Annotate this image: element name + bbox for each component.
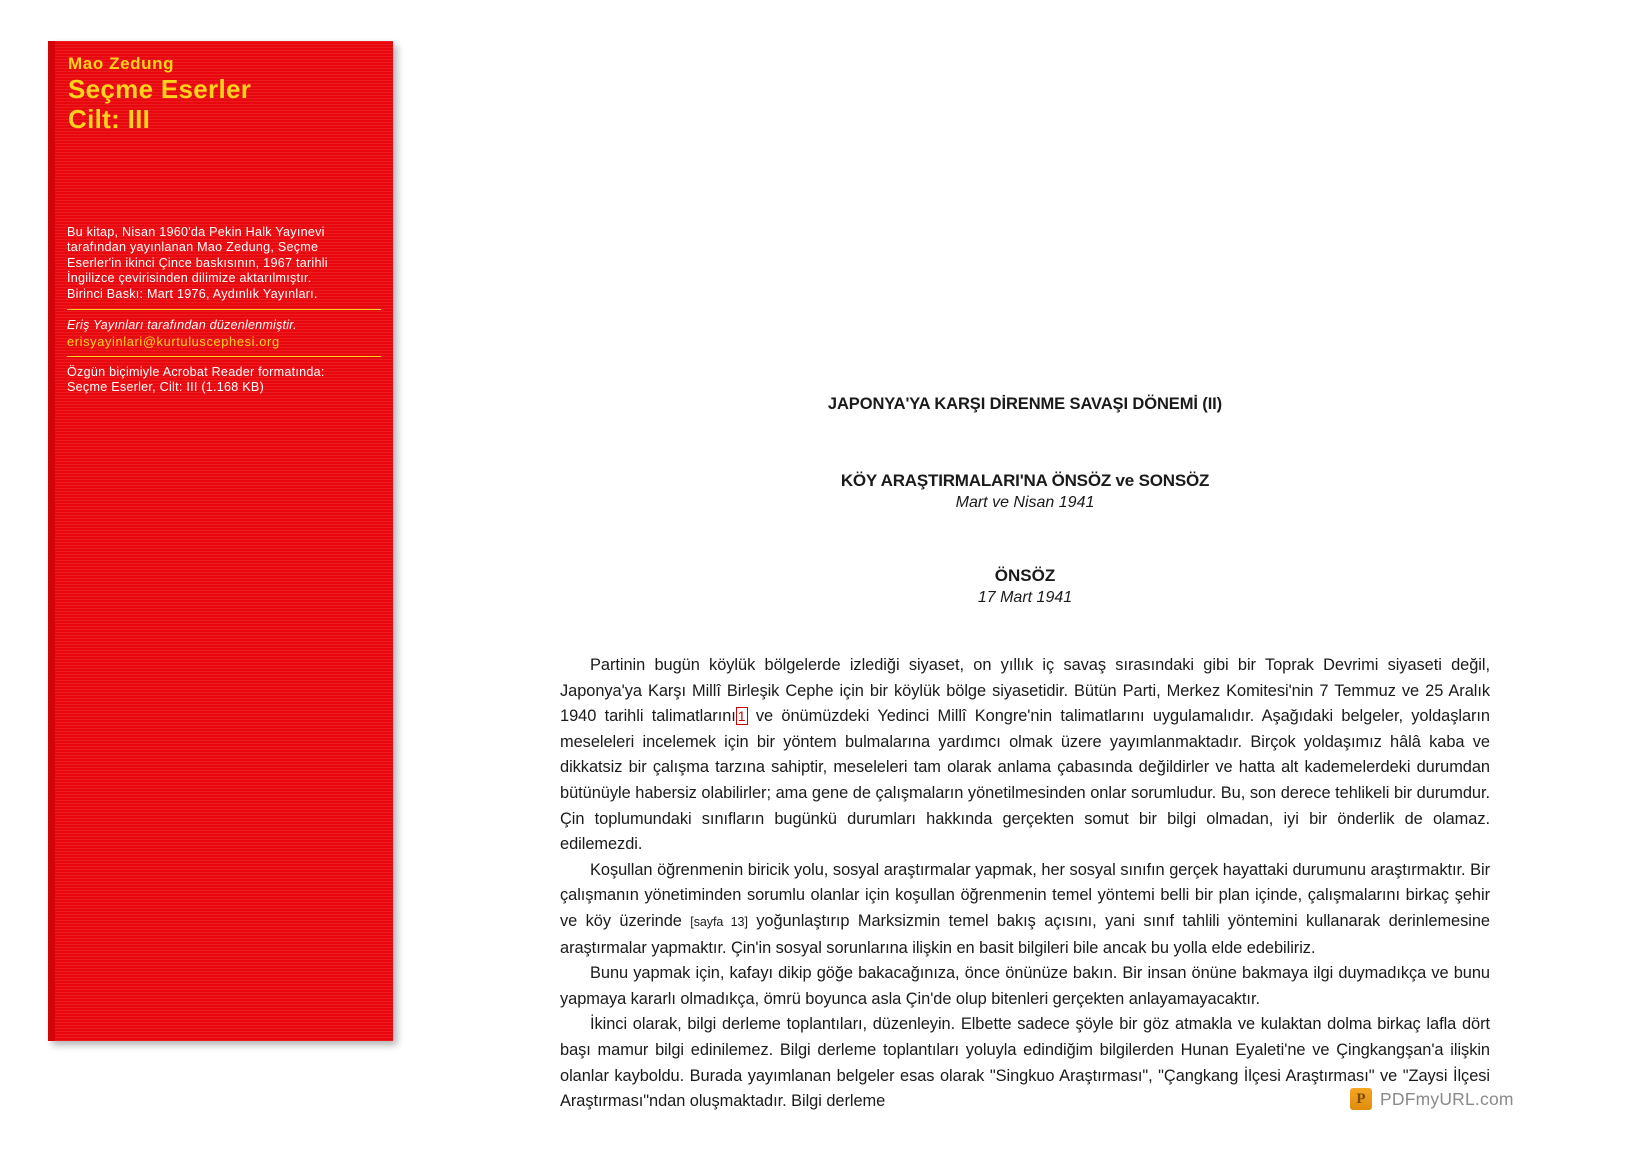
chapter-title: JAPONYA'YA KARŞI DİRENME SAVAŞI DÖNEMİ (II) — [827, 395, 1223, 413]
pdfmyurl-label: PDFmyURL.com — [1380, 1088, 1514, 1109]
paragraph-1 — [560, 653, 1490, 858]
cover-note-block — [67, 225, 381, 396]
footnote-reference-1[interactable]: 1 — [737, 708, 746, 725]
paragraph-2-part-a: Koşullan öğrenmenin biricik yolu, sosyal araştırmalar yapmak, her sosyal sınıfın gerçek hayattaki durumunu araştırmaktır. Bir çalışmanın yönetiminden sorumlu olanlar için koşullan öğrenmenin temel yöntemi belli bir plan içinde, çalışmalarını birkaç şehir ve köy üzerinde — [560, 860, 1490, 930]
cover-publisher-note: Eriş Yayınları tarafından düzenlenmiştir. — [67, 318, 297, 333]
cover-note-line: Birinci Baskı: Mart 1976, Aydınlık Yayınları. — [67, 286, 318, 301]
cover-note-line: Eserler'in ikinci Çince baskısının, 1967 tarihli — [67, 255, 328, 270]
pdfmyurl-watermark[interactable] — [1350, 1088, 1514, 1110]
paragraph-4: İkinci olarak, bilgi derleme toplantıları, düzenleyin. Elbette sadece şöyle bir göz atmakla ve kulaktan dolma birkaç lafla dört başı mamur bilgi edinilemez. Bilgi derleme toplantıları yoluyla edindiğim bilgilerden Hunan Eyaleti'ne ve Çingkangşan'a ilişkin olanlar kayboldu. Burada yayımlanan belgeler esas olarak "Singkuo Araştırması", "Çangkang İlçesi Araştırması" ve "Zaysi İlçesi Araştırması"ndan oluşmaktadır. Bilgi derleme — [560, 1015, 1490, 1111]
preface-date: 17 Mart 1941 — [977, 589, 1073, 606]
paragraph-1-part-a: Partinin bugün köylük bölgelerde izlediği siyaset, on yıllık iç savaş sırasındaki gibi bir Toprak Devrimi siyaseti değil, Japonya'ya Karşı Millî Birleşik Cephe için bir köylük bölge siyasetidir. Bütün Parti, Merkez Komitesi'nin 7 Temmuz ve 25 Aralık 1940 tarihli talimatlarını — [560, 656, 1490, 726]
document-page — [560, 395, 1490, 1115]
cover-divider — [67, 309, 381, 310]
document-body — [560, 653, 1490, 1115]
cover-note-line: İngilizce çevirisinden dilimize aktarılmıştır. — [67, 271, 312, 286]
cover-acrobat-line: Özgün biçimiyle Acrobat Reader formatında: — [67, 365, 325, 380]
cover-title: Seçme Eserler — [68, 74, 252, 104]
paragraph-2-part-b: yoğunlaştırıp Marksizmin temel bakış açısını, yani sınıf tahlili yöntemini kullanarak derinlemesine araştırmalar yapmaktır. Çin'in sosyal sorunlarına ilişkin en basit bilgileri bile ancak bu yolla elde edebiliriz. — [560, 911, 1490, 957]
section-title: KÖY ARAŞTIRMALARI'NA ÖNSÖZ ve SONSÖZ — [840, 471, 1210, 490]
cover-acrobat-line: Seçme Eserler, Cilt: III (1.168 KB) — [67, 380, 265, 395]
cover-author: Mao Zedung — [68, 54, 175, 73]
section-date: Mart ve Nisan 1941 — [955, 494, 1095, 511]
cover-divider — [67, 356, 381, 357]
preface-title: ÖNSÖZ — [994, 566, 1056, 585]
cover-email-link[interactable]: erisyayinlari@kurtuluscephesi.org — [67, 334, 280, 350]
cover-volume: Cilt: III — [68, 104, 151, 134]
book-cover-panel — [48, 41, 393, 1041]
paragraph-3: Bunu yapmak için, kafayı dikip göğe bakacağınıza, önce önünüze bakın. Bir insan önüne bakmaya ilgi duymadıkça ve bunu yapmaya kararlı olmadıkça, ömrü boyunca asla Çin'de olup bitenleri gerçekten anlayamayacaktır. — [560, 964, 1490, 1008]
cover-note-line: Bu kitap, Nisan 1960'da Pekin Halk Yayınevi — [67, 225, 325, 239]
cover-note-line: tarafından yayınlanan Mao Zedung, Seçme — [67, 240, 319, 255]
paragraph-2 — [560, 858, 1490, 961]
page-marker: [sayfa 13] — [690, 914, 748, 929]
pdfmyurl-logo-icon: P — [1350, 1088, 1372, 1110]
paragraph-1-part-b: ve önümüzdeki Yedinci Millî Kongre'nin talimatlarını uygulamalıdır. Aşağıdaki belgeler, yoldaşların meseleleri incelemek için bir yöntem bulmalarına yardımcı olmak üzere yayımlanmaktadır. Birçok yoldaşımız hâlâ kaba ve dikkatsiz bir çalışma tarzına sahiptir, meseleleri tam olarak anlama çabasında değildirler ve hatta alt kademelerdeki durumdan bütünüyle habersiz olabilirler; ama gene de çalışmaların yönetilmesinden onlar sorumludur. Bu, son derece tehlikeli bir durumdur. Çin toplumundaki sınıfların bugünkü durumları hakkında gerçekten somut bir bilgi olmadan, iyi bir önderlik de olamaz. edilemezdi. — [560, 707, 1490, 854]
